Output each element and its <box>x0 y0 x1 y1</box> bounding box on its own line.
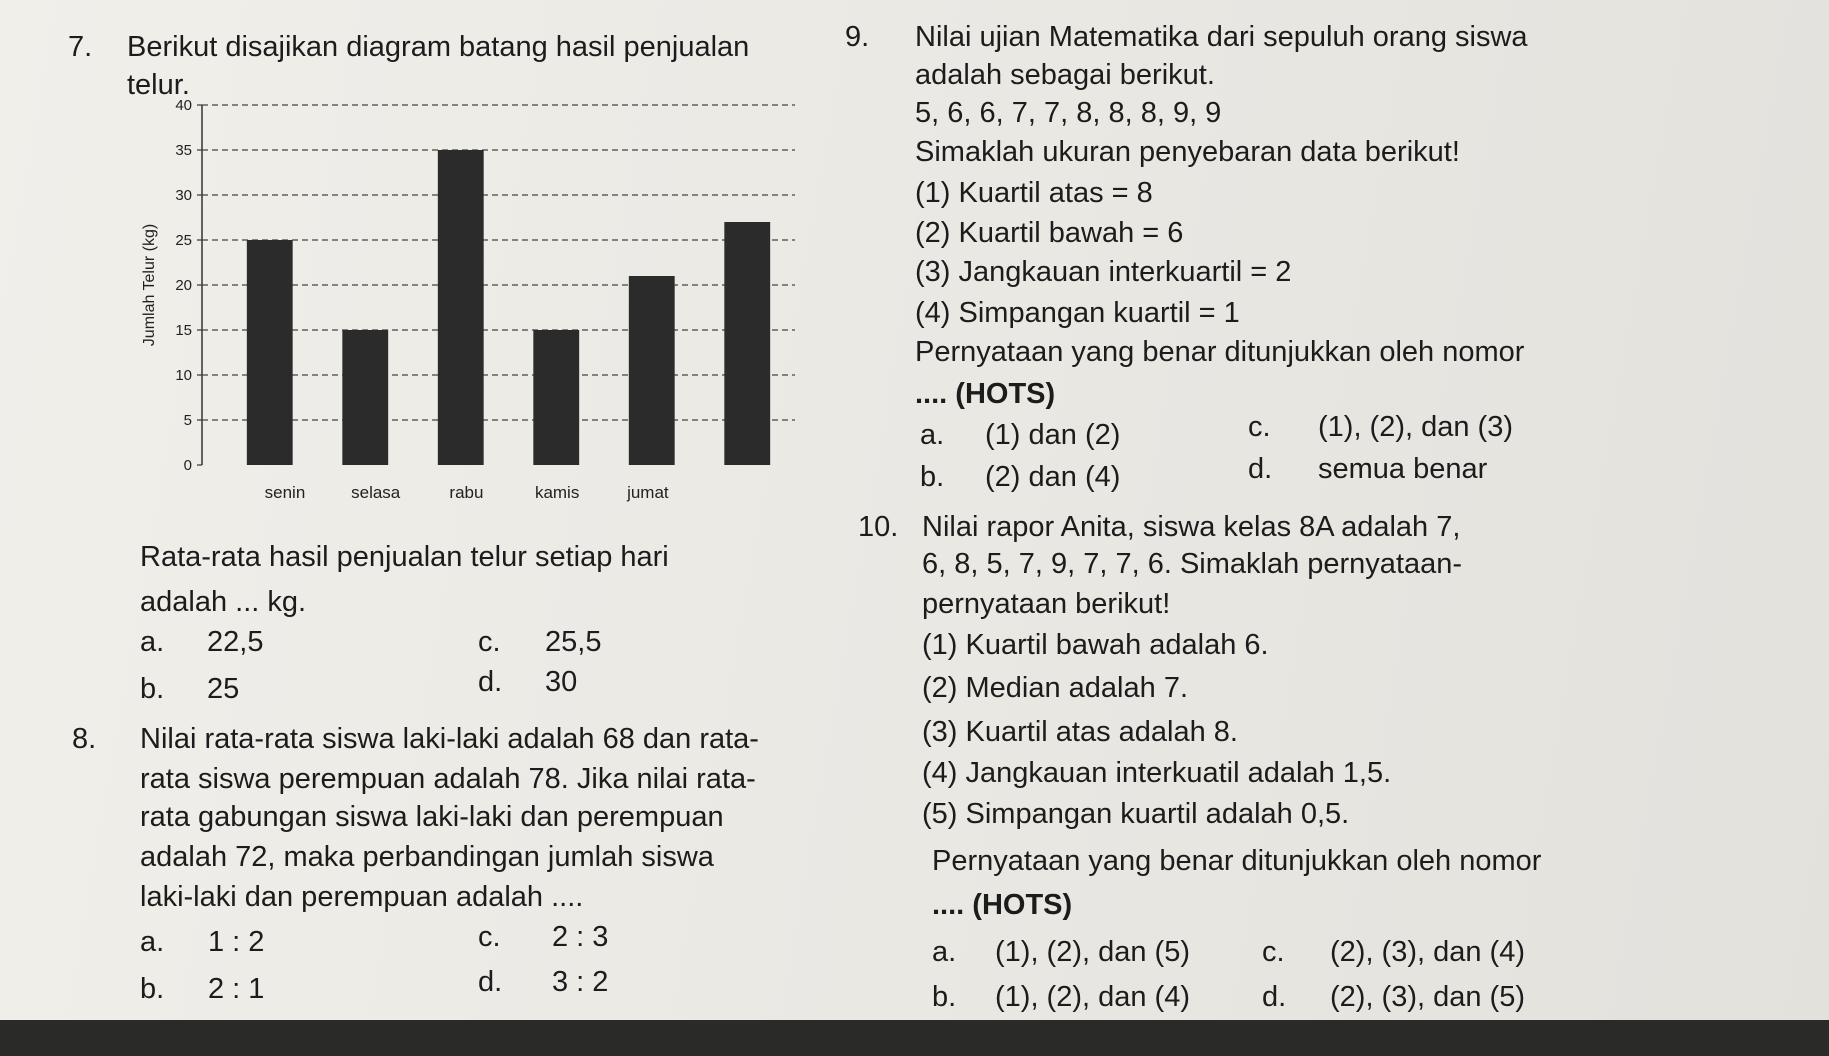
q9-number: 9. <box>845 21 870 53</box>
q10-option-a-letter: a. <box>932 936 957 968</box>
x-label-senin: senin <box>264 483 306 502</box>
q9-option-b-letter: b. <box>920 461 945 493</box>
q10-option-c-letter: c. <box>1262 936 1285 968</box>
q9-option-d-letter: d. <box>1248 453 1273 485</box>
y-tick-label-15: 15 <box>175 322 192 339</box>
bar-extra-5 <box>724 222 770 465</box>
x-label-jumat: jumat <box>627 483 669 502</box>
q7-option-c-letter: c. <box>478 626 501 658</box>
q10-statement-3: (3) Kuartil atas adalah 8. <box>922 716 1238 748</box>
q10-option-d-letter: d. <box>1262 981 1287 1013</box>
q10-option-d-text: (2), (3), dan (5) <box>1330 981 1525 1013</box>
q10-number: 10. <box>858 511 899 543</box>
q9-statement-2: (2) Kuartil bawah = 6 <box>915 217 1184 249</box>
q10-option-b-letter: b. <box>932 981 957 1013</box>
q7-option-b-letter: b. <box>140 673 165 705</box>
q7-option-d-letter: d. <box>478 666 503 698</box>
q8-option-a-text: 1 : 2 <box>208 926 265 958</box>
q10-option-a-text: (1), (2), dan (5) <box>995 936 1190 968</box>
q7-stem-line1: Berikut disajikan diagram batang hasil penjualan <box>127 31 750 63</box>
y-tick-label-10: 10 <box>175 367 192 384</box>
q8-line5: laki-laki dan perempuan adalah .... <box>140 881 584 913</box>
egg-sales-bar-chart <box>140 95 830 515</box>
q8-line2: rata siswa perempuan adalah 78. Jika nilai rata- <box>140 763 756 795</box>
q10-hots: .... (HOTS) <box>932 889 1073 921</box>
q9-option-b-text: (2) dan (4) <box>985 461 1121 493</box>
q8-option-b-text: 2 : 1 <box>208 973 265 1005</box>
q7-question-line2: adalah ... kg. <box>140 586 307 618</box>
q8-line3: rata gabungan siswa laki-laki dan perempuan <box>140 801 724 833</box>
x-label-selasa: selasa <box>351 483 401 502</box>
bar-senin <box>247 240 293 465</box>
q10-option-b-text: (1), (2), dan (4) <box>995 981 1190 1013</box>
q8-line4: adalah 72, maka perbandingan jumlah siswa <box>140 841 714 873</box>
q9-data: 5, 6, 6, 7, 7, 8, 8, 8, 9, 9 <box>915 97 1222 129</box>
q10-line2: 6, 8, 5, 7, 9, 7, 7, 6. Simaklah pernyataan- <box>922 548 1463 580</box>
chart-svg <box>140 95 830 515</box>
q8-option-a-letter: a. <box>140 926 165 958</box>
q10-line3: pernyataan berikut! <box>922 588 1171 620</box>
bar-kamis <box>533 330 579 465</box>
q9-statement-4: (4) Simpangan kuartil = 1 <box>915 297 1240 329</box>
q10-line1: Nilai rapor Anita, siswa kelas 8A adalah 7, <box>922 511 1461 543</box>
q8-option-d-letter: d. <box>478 966 503 998</box>
bar-selasa <box>342 330 388 465</box>
q7-number: 7. <box>68 31 93 63</box>
q10-statement-5: (5) Simpangan kuartil adalah 0,5. <box>922 798 1350 830</box>
x-label-rabu: rabu <box>449 483 484 502</box>
q8-option-c-text: 2 : 3 <box>552 921 609 953</box>
q9-prompt: Pernyataan yang benar ditunjukkan oleh nomor <box>915 336 1525 368</box>
q7-option-d-text: 30 <box>545 666 578 698</box>
q9-option-c-letter: c. <box>1248 411 1271 443</box>
q9-option-a-text: (1) dan (2) <box>985 419 1121 451</box>
q10-statement-2: (2) Median adalah 7. <box>922 672 1188 704</box>
y-axis-title: Jumlah Telur (kg) <box>141 223 158 347</box>
y-tick-label-30: 30 <box>175 187 192 204</box>
bar-jumat <box>629 276 675 465</box>
q10-statement-4: (4) Jangkauan interkuatil adalah 1,5. <box>922 757 1392 789</box>
y-tick-label-35: 35 <box>175 142 192 159</box>
q9-line1: Nilai ujian Matematika dari sepuluh orang siswa <box>915 21 1528 53</box>
q8-number: 8. <box>72 723 97 755</box>
y-tick-label-5: 5 <box>183 412 192 429</box>
q7-option-b-text: 25 <box>207 673 240 705</box>
y-tick-label-25: 25 <box>175 232 192 249</box>
q10-option-c-text: (2), (3), dan (4) <box>1330 936 1525 968</box>
q7-option-a-text: 22,5 <box>207 626 264 658</box>
bar-rabu <box>438 150 484 465</box>
q8-option-d-text: 3 : 2 <box>552 966 609 998</box>
q8-option-b-letter: b. <box>140 973 165 1005</box>
q7-question-line1: Rata-rata hasil penjualan telur setiap hari <box>140 541 669 573</box>
q9-option-a-letter: a. <box>920 419 945 451</box>
q9-hots: .... (HOTS) <box>915 378 1056 410</box>
q7-option-a-letter: a. <box>140 626 165 658</box>
q8-option-c-letter: c. <box>478 921 501 953</box>
q9-statement-1: (1) Kuartil atas = 8 <box>915 177 1153 209</box>
q7-option-c-text: 25,5 <box>545 626 602 658</box>
q9-statement-3: (3) Jangkauan interkuartil = 2 <box>915 256 1292 288</box>
page-bottom-shadow <box>0 1020 1829 1056</box>
q10-statement-1: (1) Kuartil bawah adalah 6. <box>922 629 1269 661</box>
q7-stem-line2: telur. <box>127 69 190 101</box>
y-tick-label-40: 40 <box>175 97 192 114</box>
q9-line2: adalah sebagai berikut. <box>915 59 1215 91</box>
q9-option-d-text: semua benar <box>1318 453 1488 485</box>
y-tick-label-20: 20 <box>175 277 192 294</box>
x-label-kamis: kamis <box>534 483 580 502</box>
q8-line1: Nilai rata-rata siswa laki-laki adalah 68 dan rata- <box>140 723 759 755</box>
y-tick-label-0: 0 <box>183 457 192 474</box>
q10-prompt: Pernyataan yang benar ditunjukkan oleh nomor <box>932 845 1542 877</box>
q9-line4: Simaklah ukuran penyebaran data berikut! <box>915 136 1460 168</box>
q9-option-c-text: (1), (2), dan (3) <box>1318 411 1513 443</box>
